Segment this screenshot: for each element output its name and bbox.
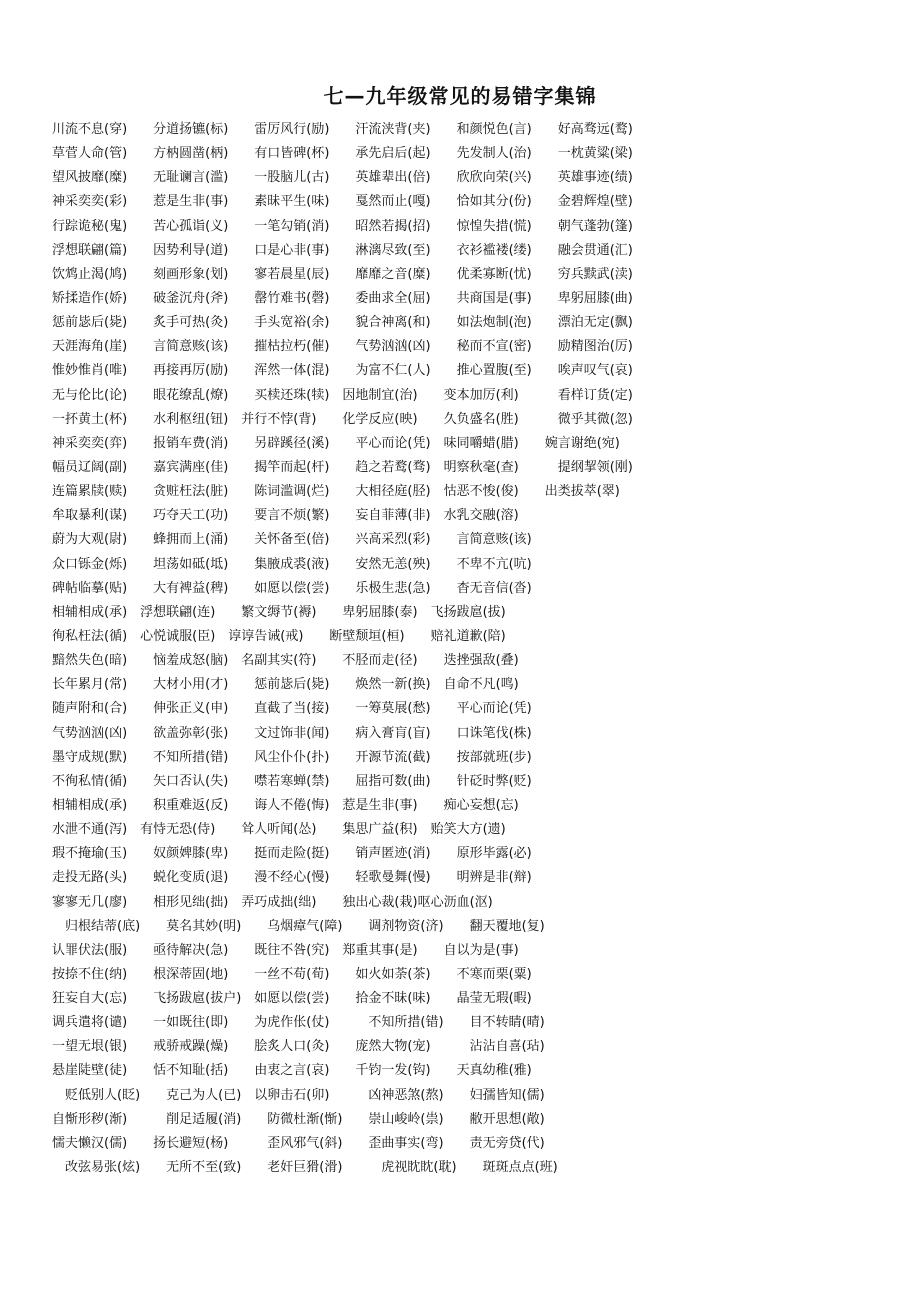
- list-item: [52, 987, 892, 1011]
- list-item: [52, 384, 892, 408]
- line-text: 浮想联翩(篇) 因势利导(道) 口是心非(事) 淋漓尽致(至) 衣衫褴褛(缕) 融会贯通(汇): [52, 242, 633, 258]
- list-item: [52, 818, 892, 842]
- line-text: 黯然失色(暗) 恼羞成怒(脑) 名副其实(符) 不胫而走(径) 迭挫强敌(叠): [52, 653, 519, 669]
- line-text: 天涯海角(崖) 言简意赅(该) 摧枯拉朽(催) 气势汹汹(凶) 秘而不宣(密) 励精图治(厉): [52, 339, 633, 355]
- line-text: 按捺不住(纳) 根深蒂固(地) 一丝不苟(荀) 如火如荼(茶) 不寒而栗(粟): [52, 966, 532, 982]
- list-item: [52, 915, 892, 939]
- list-item: [52, 697, 892, 721]
- line-text: 认罪伏法(服) 亟待解决(急) 既往不咎(究) 郑重其事(是) 自以为是(事): [52, 942, 519, 958]
- list-item: [52, 577, 892, 601]
- line-text: 一望无垠(银) 戒骄戒躁(燥) 脍炙人口(灸) 庞然大物(宠) 沾沾自喜(玷): [52, 1039, 545, 1055]
- line-text: 行踪诡秘(鬼) 苦心孤诣(义) 一笔勾销(消) 昭然若揭(招) 惊惶失措(慌) 朝气蓬勃(篷): [52, 218, 633, 234]
- list-item: [52, 1108, 892, 1132]
- line-text: 众口铄金(烁) 坦荡如砥(坻) 集腋成裘(液) 安然无恙(殃) 不卑不亢(吭): [52, 556, 532, 572]
- line-text: 惟妙惟肖(唯) 再接再厉(励) 浑然一体(混) 为富不仁(人) 推心置腹(至) 唉声叹气(哀): [52, 363, 633, 379]
- line-text: 幅员辽阔(副) 嘉宾满座(佳) 揭竿而起(杆) 趋之若鹜(骛) 明察秋毫(查) 提纲挈领(刚): [52, 459, 633, 475]
- line-text: 惩前毖后(毙) 炙手可热(灸) 手头宽裕(余) 貌合神离(和) 如法炮制(泡) 漂泊无定(飘): [52, 315, 633, 331]
- line-text: 水泄不通(泻) 有恃无恐(侍) 耸人听闻(怂) 集思广益(积) 贻笑大方(遗): [52, 822, 506, 838]
- list-item: [52, 939, 892, 963]
- list-item: [52, 963, 892, 987]
- list-item: [52, 215, 892, 239]
- list-item: [52, 263, 892, 287]
- line-text: 调兵遣将(谴) 一如既往(即) 为虎作伥(仗) 不知所措(错) 目不转睛(晴): [52, 1015, 545, 1031]
- list-item: [52, 480, 892, 504]
- list-item: [52, 335, 892, 359]
- line-text: 不徇私情(循) 矢口否认(失) 噤若寒蝉(禁) 屈指可数(曲) 针砭时弊(贬): [52, 773, 532, 789]
- line-text: 徇私枉法(循) 心悦诚服(臣) 谆谆告诫(戒) 断壁颓垣(桓) 赔礼道歉(陪): [52, 628, 506, 644]
- line-text: 气势汹汹(凶) 欲盖弥彰(张) 文过饰非(闻) 病入膏肓(盲) 口诛笔伐(株): [52, 725, 532, 741]
- line-text: 自惭形秽(渐) 削足适履(消) 防微杜渐(惭) 崇山峻岭(祟) 敝开思想(敞): [52, 1111, 545, 1127]
- line-text: 狂妄自大(忘) 飞扬跋扈(拔户) 如愿以偿(尝) 拾金不昧(味) 晶莹无瑕(暇): [52, 991, 532, 1007]
- list-item: [52, 1011, 892, 1035]
- list-item: [52, 432, 892, 456]
- list-item: [52, 166, 892, 190]
- line-text: 蔚为大观(尉) 蜂拥而上(涌) 关怀备至(倍) 兴高采烈(彩) 言简意赅(该): [52, 532, 532, 548]
- line-text: 懦夫懒汉(儒) 扬长避短(杨) 歪风邪气(斜) 歪曲事实(弯) 责无旁贷(代): [52, 1135, 545, 1151]
- list-item: [52, 866, 892, 890]
- list-item: [52, 456, 892, 480]
- line-text: 瑕不掩瑜(玉) 奴颜婢膝(卑) 挺而走险(挺) 销声匿迹(消) 原形毕露(必): [52, 846, 532, 862]
- list-item: [52, 1059, 892, 1083]
- line-text: 墨守成规(默) 不知所措(错) 风尘仆仆(扑) 开源节流(截) 按部就班(步): [52, 749, 532, 765]
- list-item: [52, 408, 892, 432]
- line-text: 归根结蒂(底) 莫名其妙(明) 乌烟瘴气(障) 调剂物资(济) 翻天覆地(复): [52, 918, 545, 934]
- line-text: 改弦易张(炫) 无所不至(致) 老奸巨猾(滑) 虎视眈眈(耽) 斑斑点点(班): [52, 1160, 558, 1176]
- word-list: [52, 118, 892, 1180]
- list-item: [52, 528, 892, 552]
- list-item: [52, 359, 892, 383]
- list-item: [52, 794, 892, 818]
- line-text: 碑帖临摹(贴) 大有裨益(稗) 如愿以偿(尝) 乐极生悲(急) 杳无音信(沓): [52, 580, 532, 596]
- line-text: 相辅相成(承) 积重难返(反) 诲人不倦(悔) 惹是生非(事) 痴心妄想(忘): [52, 797, 519, 813]
- list-item: [52, 142, 892, 166]
- list-item: [52, 1132, 892, 1156]
- line-text: 悬崖陡壁(徒) 恬不知耻(括) 由衷之言(哀) 千钧一发(钩) 天真幼稚(雅): [52, 1063, 532, 1079]
- line-text: 矫揉造作(娇) 破釜沉舟(斧) 罄竹难书(磬) 委曲求全(屈) 共商国是(事) 卑躬屈膝(曲): [52, 290, 633, 306]
- list-item: [52, 190, 892, 214]
- list-item: [52, 746, 892, 770]
- list-item: [52, 673, 892, 697]
- line-text: 无与伦比(论) 眼花缭乱(燎) 买椟还珠(犊) 因地制宜(治) 变本加厉(利) 看样订货(定): [52, 387, 633, 403]
- list-item: [52, 553, 892, 577]
- list-item: [52, 891, 892, 915]
- list-item: [52, 1156, 892, 1180]
- list-item: [52, 770, 892, 794]
- list-item: [52, 1035, 892, 1059]
- line-text: 一抔黄土(杯) 水利枢纽(钮) 并行不悖(背) 化学反应(映) 久负盛名(胜) 微乎其微(忽): [52, 411, 633, 427]
- list-item: [52, 504, 892, 528]
- list-item: [52, 722, 892, 746]
- line-text: 牟取暴利(谋) 巧夺天工(功) 要言不烦(繁) 妄自菲薄(非) 水乳交融(溶): [52, 508, 519, 524]
- list-item: [52, 842, 892, 866]
- page-title: 七—九年级常见的易错字集锦: [323, 84, 597, 108]
- list-item: [52, 1084, 892, 1108]
- line-text: 寥寥无几(廖) 相形见绌(拙) 弄巧成拙(绌) 独出心裁(栽)呕心沥血(沤): [52, 894, 493, 910]
- list-item: [52, 239, 892, 263]
- list-item: [52, 118, 892, 142]
- line-text: 贬低别人(眨) 克己为人(已) 以卵击石(卯) 凶神恶煞(熬) 妇孺皆知(儒): [52, 1087, 545, 1103]
- line-text: 走投无路(头) 蜕化变质(退) 漫不经心(慢) 轻歌曼舞(慢) 明辨是非(辩): [52, 870, 532, 886]
- list-item: [52, 287, 892, 311]
- list-item: [52, 601, 892, 625]
- line-text: 川流不息(穿) 分道扬镳(标) 雷厉风行(励) 汗流浃背(夹) 和颜悦色(言) 好高骛远(鹜): [52, 122, 633, 137]
- line-text: 饮鸩止渴(鸠) 刻画形象(划) 寥若晨星(辰) 靡靡之音(糜) 优柔寡断(忧) 穷兵黩武(渎): [52, 266, 633, 282]
- line-text: 神采奕奕(彩) 惹是生非(事) 素昧平生(味) 戛然而止(嘎) 恰如其分(份) 金碧辉煌(壁): [52, 194, 633, 210]
- line-text: 相辅相成(承) 浮想联翩(连) 繁文缛节(褥) 卑躬屈膝(泰) 飞扬跋扈(拔): [52, 604, 506, 620]
- list-item: [52, 311, 892, 335]
- line-text: 随声附和(合) 伸张正义(申) 直截了当(接) 一筹莫展(愁) 平心而论(凭): [52, 701, 532, 717]
- list-item: [52, 625, 892, 649]
- line-text: 草菅人命(管) 方枘圆凿(柄) 有口皆碑(杯) 承先启后(起) 先发制人(治) 一枕黄粱(梁): [52, 146, 633, 162]
- list-item: [52, 649, 892, 673]
- line-text: 连篇累牍(赎) 贪赃枉法(脏) 陈词滥调(烂) 大相径庭(胫) 怙恶不悛(俊) 出类拔萃(翠): [52, 484, 620, 500]
- line-text: 神采奕奕(弈) 报销车费(消) 另辟蹊径(溪) 平心而论(凭) 味同嚼蜡(腊) 婉言谢绝(宛): [52, 435, 620, 451]
- line-text: 长年累月(常) 大材小用(才) 惩前毖后(毙) 焕然一新(换) 自命不凡(鸣): [52, 677, 519, 693]
- line-text: 望风披靡(糜) 无耻谰言(滥) 一股脑儿(古) 英雄辈出(倍) 欣欣向荣(兴) 英雄事迹(绩): [52, 170, 633, 186]
